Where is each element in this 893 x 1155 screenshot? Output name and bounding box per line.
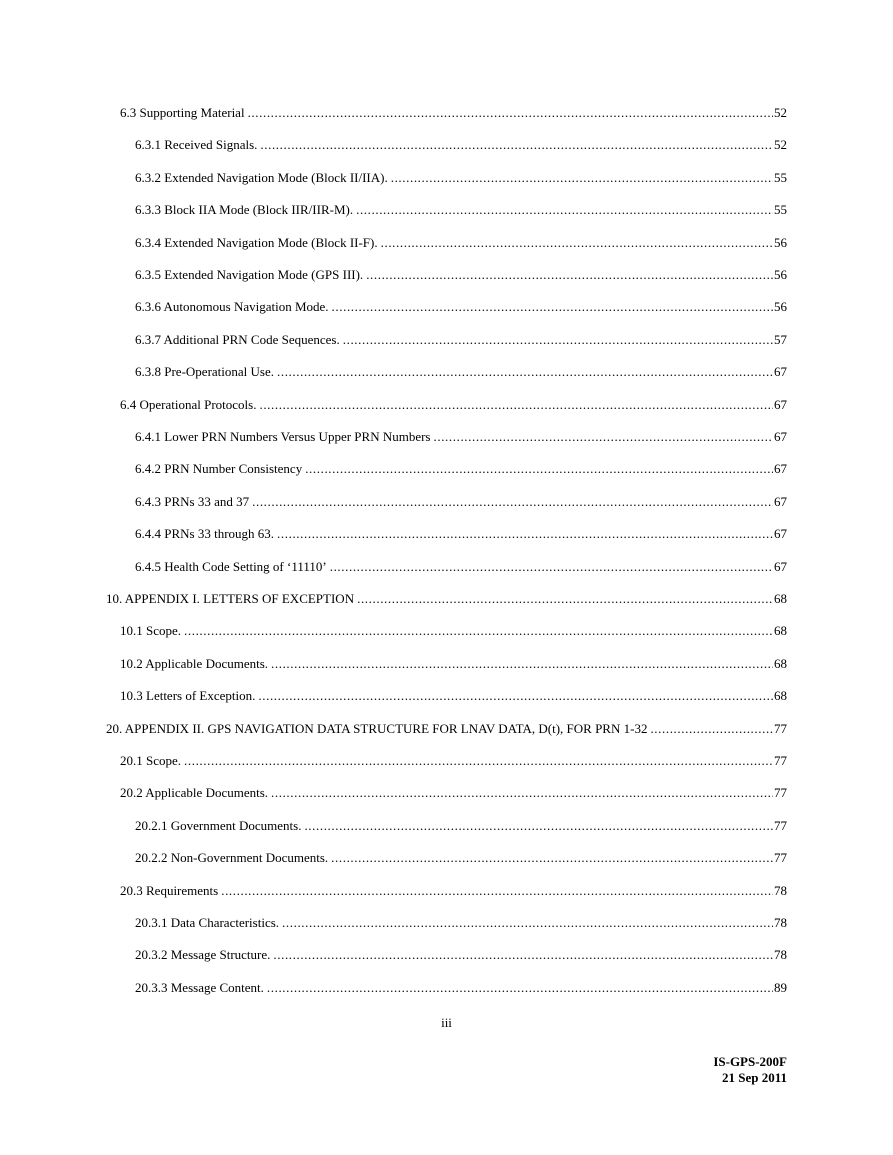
toc-entry-title: 6.3.3 Block IIA Mode (Block IIR/IIR-M).: [135, 202, 354, 217]
toc-entry-title: 6.4.4 PRNs 33 through 63.: [135, 526, 275, 541]
toc-entry[interactable]: [135, 267, 787, 283]
toc-entry[interactable]: [120, 397, 787, 413]
toc-entry-page: 67: [774, 461, 787, 476]
toc-entry-title: 6.3.8 Pre-Operational Use.: [135, 364, 274, 379]
toc-entry[interactable]: [120, 883, 787, 899]
dot-leader: [248, 105, 773, 121]
toc-entry-page: 77: [774, 818, 787, 833]
dot-leader: [343, 332, 773, 348]
toc-entry-title: 10.2 Applicable Documents.: [120, 656, 269, 671]
toc-entry[interactable]: [135, 364, 787, 380]
toc-entry-title: 20.3 Requirements: [120, 883, 219, 898]
dot-leader: [258, 688, 773, 704]
toc-entry[interactable]: [135, 299, 787, 315]
dot-leader: [330, 559, 773, 575]
toc-entry-page: 55: [774, 170, 787, 185]
page-number: iii: [441, 1015, 452, 1030]
toc-entry[interactable]: [135, 202, 787, 218]
toc-entry-title: 6.4.2 PRN Number Consistency: [135, 461, 303, 476]
toc-entry-title: 20.3.2 Message Structure.: [135, 947, 271, 962]
dot-leader: [184, 753, 773, 769]
toc-entry-title: 6.3.7 Additional PRN Code Sequences.: [135, 332, 340, 347]
toc-entry-title: 6.3.5 Extended Navigation Mode (GPS III).: [135, 267, 364, 282]
toc-entry-title: 6.4 Operational Protocols.: [120, 397, 257, 412]
toc-entry-title: 20.2 Applicable Documents.: [120, 785, 269, 800]
document-date: 21 Sep 2011: [721, 1070, 787, 1085]
toc-entry-title: 6.3.2 Extended Navigation Mode (Block II/IIA).: [135, 170, 388, 185]
toc-entry-page: 52: [774, 137, 787, 152]
dot-leader: [650, 721, 773, 737]
toc-entry[interactable]: [135, 915, 787, 931]
toc-entry-page: 67: [774, 494, 787, 509]
dot-leader: [332, 299, 773, 315]
toc-entry[interactable]: [106, 721, 787, 737]
toc-entry[interactable]: [120, 753, 787, 769]
toc-entry[interactable]: [135, 429, 787, 445]
dot-leader: [277, 526, 773, 542]
toc-entry[interactable]: [120, 785, 787, 801]
dot-leader: [273, 947, 773, 963]
toc-entry-page: 68: [774, 623, 787, 638]
toc-entry[interactable]: [135, 137, 787, 153]
toc-entry-page: 77: [774, 850, 787, 865]
toc-entry[interactable]: [135, 818, 787, 834]
toc-entry-title: 6.3.6 Autonomous Navigation Mode.: [135, 299, 329, 314]
toc-entry[interactable]: [120, 656, 787, 672]
toc-entry-page: 89: [774, 980, 787, 995]
toc-entry-title: 6.4.1 Lower PRN Numbers Versus Upper PRN Numbers: [135, 429, 431, 444]
toc-entry-title: 20.1 Scope.: [120, 753, 182, 768]
toc-entry-page: 77: [774, 753, 787, 768]
dot-leader: [259, 397, 773, 413]
toc-entry-title: 20.3.1 Data Characteristics.: [135, 915, 280, 930]
toc-entry-page: 68: [774, 591, 787, 606]
toc-entry-title: 6.4.5 Health Code Setting of ‘11110’: [135, 559, 327, 574]
dot-leader: [221, 883, 773, 899]
dot-leader: [381, 235, 773, 251]
toc-entry-page: 67: [774, 559, 787, 574]
toc-entry-page: 68: [774, 656, 787, 671]
document-footer: [713, 1054, 787, 1086]
toc-entry-page: 78: [774, 883, 787, 898]
toc-entry-page: 56: [774, 299, 787, 314]
toc-entry-title: 6.3 Supporting Material: [120, 105, 245, 120]
dot-leader: [260, 137, 773, 153]
toc-entry-title: 20.2.2 Non-Government Documents.: [135, 850, 329, 865]
toc-entry-title: 20. APPENDIX II. GPS NAVIGATION DATA STRUCTURE FOR LNAV DATA, D(t), FOR PRN 1-32: [106, 721, 648, 736]
toc-entry-page: 56: [774, 235, 787, 250]
toc-entry-page: 77: [774, 721, 787, 736]
document-id: IS-GPS-200F: [713, 1054, 787, 1069]
toc-entry-title: 10.1 Scope.: [120, 623, 182, 638]
toc-entry[interactable]: [120, 623, 787, 639]
dot-leader: [252, 494, 773, 510]
toc-entry-title: 10. APPENDIX I. LETTERS OF EXCEPTION: [106, 591, 355, 606]
dot-leader: [271, 785, 773, 801]
toc-entry-page: 52: [774, 105, 787, 120]
toc-entry[interactable]: [135, 170, 787, 186]
toc-entry-page: 78: [774, 947, 787, 962]
toc-entry[interactable]: [135, 235, 787, 251]
dot-leader: [271, 656, 773, 672]
toc-entry-title: 6.3.4 Extended Navigation Mode (Block II-F).: [135, 235, 378, 250]
dot-leader: [305, 461, 773, 477]
toc-entry[interactable]: [135, 559, 787, 575]
toc-entry-title: 6.3.1 Received Signals.: [135, 137, 258, 152]
toc-entry-page: 56: [774, 267, 787, 282]
toc-entry-title: 20.3.3 Message Content.: [135, 980, 264, 995]
toc-entry-page: 67: [774, 526, 787, 541]
toc-entry[interactable]: [135, 980, 787, 996]
toc-entry[interactable]: [135, 332, 787, 348]
toc-entry-title: 6.4.3 PRNs 33 and 37: [135, 494, 250, 509]
toc-entry-page: 57: [774, 332, 787, 347]
toc-entry-page: 67: [774, 429, 787, 444]
toc-entry-page: 55: [774, 202, 787, 217]
toc-entry-page: 67: [774, 364, 787, 379]
dot-leader: [331, 850, 773, 866]
dot-leader: [184, 623, 773, 639]
dot-leader: [282, 915, 773, 931]
dot-leader: [357, 591, 773, 607]
toc-entry[interactable]: [135, 494, 787, 510]
dot-leader: [356, 202, 773, 218]
toc-entry[interactable]: [135, 947, 787, 963]
toc-entry-title: 10.3 Letters of Exception.: [120, 688, 256, 703]
dot-leader: [366, 267, 773, 283]
toc-entry-page: 68: [774, 688, 787, 703]
toc-entry[interactable]: [135, 461, 787, 477]
dot-leader: [267, 980, 773, 996]
toc-entry[interactable]: [120, 105, 787, 121]
toc-entry-page: 67: [774, 397, 787, 412]
dot-leader: [304, 818, 773, 834]
dot-leader: [434, 429, 774, 445]
toc-entry[interactable]: [106, 591, 787, 607]
toc-entry-page: 78: [774, 915, 787, 930]
toc-entry[interactable]: [135, 526, 787, 542]
toc-entry[interactable]: [120, 688, 787, 704]
toc-entry-page: 77: [774, 785, 787, 800]
dot-leader: [277, 364, 773, 380]
dot-leader: [391, 170, 773, 186]
toc-entry-title: 20.2.1 Government Documents.: [135, 818, 302, 833]
toc-entry[interactable]: [135, 850, 787, 866]
